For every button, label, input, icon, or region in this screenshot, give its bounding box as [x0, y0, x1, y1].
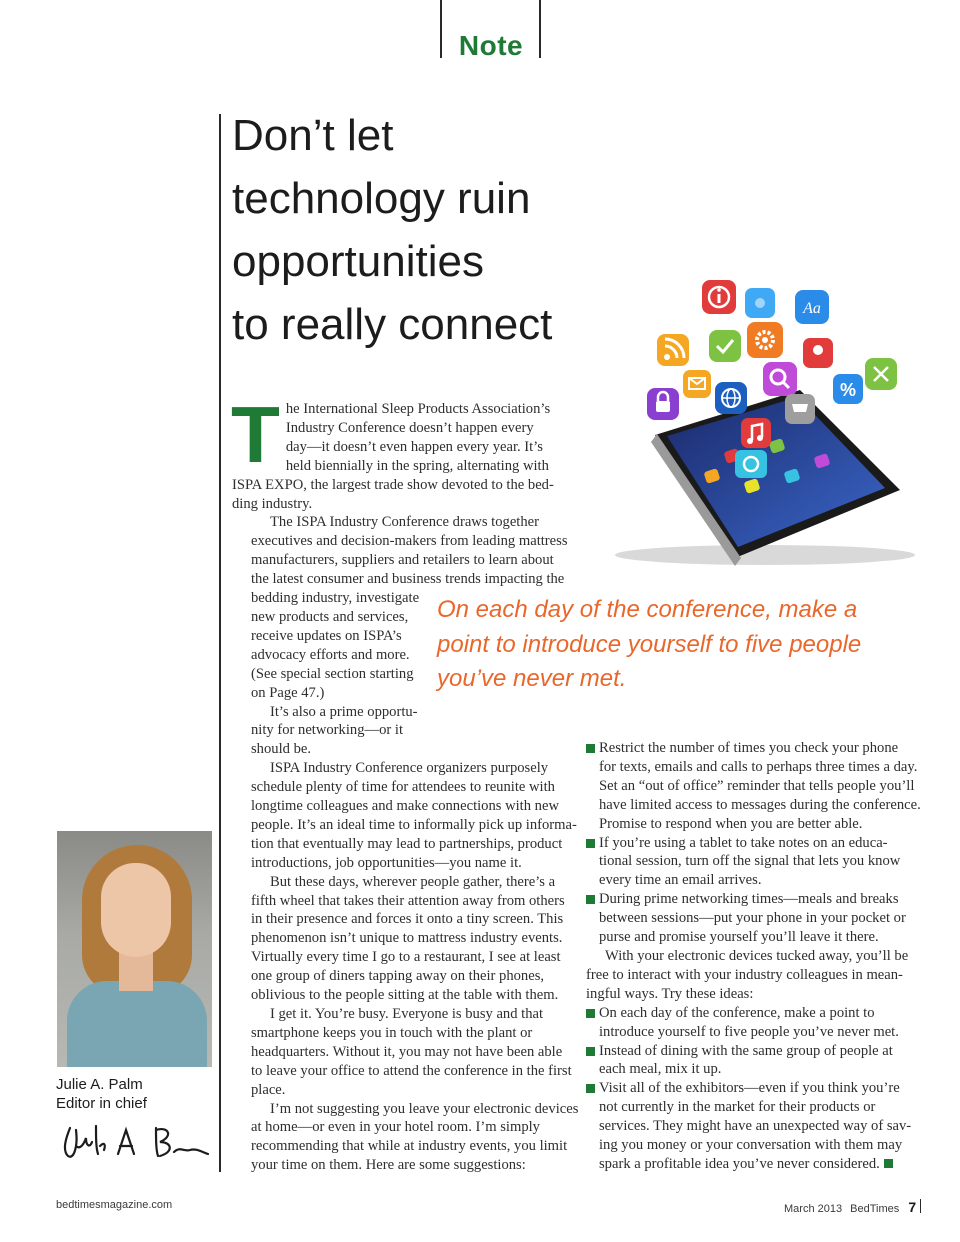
article-column-left: [231, 390, 579, 1175]
headline: [232, 104, 612, 356]
author-name: Julie A. Palm: [56, 1076, 143, 1093]
lock-icon: [647, 388, 679, 420]
svg-text:Aa: Aa: [803, 300, 821, 317]
dropcap: T: [231, 390, 280, 479]
bullet-square-icon: [586, 839, 595, 848]
section-label: Note: [458, 30, 524, 61]
text-line: the latest consumer and business trends impacting the: [251, 571, 565, 588]
text-line: executives and decision-makers from leading mattress: [251, 533, 568, 550]
text-line: day—it doesn’t even happen every year. It’s: [285, 438, 543, 455]
text-line: oblivious to the people sitting at the table with them.: [251, 987, 559, 1004]
text-line: headquarters. Without it, you may not have been able: [251, 1043, 563, 1060]
pull-quote-line: you’ve never met.: [437, 665, 627, 692]
headline-line: opportunities: [232, 237, 484, 286]
globe-icon: [715, 382, 747, 414]
paragraph: [232, 759, 577, 872]
text-line: If you’re using a tablet to take notes on an educa-: [599, 834, 888, 851]
idea-item: [586, 1079, 922, 1174]
footer-issue-info: [784, 1199, 916, 1215]
article-column-right: [586, 739, 922, 1174]
text-line: [599, 1155, 922, 1174]
text-line: bedding industry, investigate: [251, 590, 420, 607]
text-line: Promise to respond when you are better able.: [599, 815, 863, 832]
gear-icon: [747, 322, 783, 358]
smartphone-illustration: [595, 270, 925, 570]
mail-icon: [683, 370, 711, 398]
bullet-square-icon: [586, 744, 595, 753]
footer-issue-date: March 2013: [784, 1203, 843, 1215]
resize-icon: [865, 358, 897, 390]
text-line: services. They might have an unexpected way of sav-: [599, 1118, 912, 1135]
text-line: ISPA EXPO, the largest trade show devoted to the bed-: [232, 476, 554, 493]
text-line: each meal, mix it up.: [599, 1061, 722, 1078]
text-line: smartphone keeps you in touch with the plant or: [251, 1024, 533, 1041]
text-line: to leave your office to attend the conference in the first: [251, 1062, 572, 1079]
bullet-square-icon: [586, 1084, 595, 1093]
text-line: for texts, emails and calls to perhaps three times a day.: [599, 758, 918, 775]
note-left-rule: [440, 0, 442, 58]
author-signature: [56, 1116, 212, 1168]
music-icon: [741, 418, 771, 448]
text-line: But these days, wherever people gather, there’s a: [270, 873, 556, 890]
text-line: held biennially in the spring, alternating with: [285, 457, 549, 474]
text-line: tion that eventually may lead to partnerships, product: [251, 835, 563, 852]
note-right-rule: [539, 0, 541, 58]
text-line: fifth wheel that takes their attention away from others: [251, 892, 565, 909]
author-title: Editor in chief: [56, 1095, 147, 1112]
text-line: have limited access to messages during the conference.: [599, 796, 921, 813]
camera-icon: [735, 450, 767, 478]
suggestion-item: [586, 739, 922, 834]
bullet-square-icon: [586, 895, 595, 904]
idea-item: [586, 1004, 922, 1042]
pull-quote-line: point to introduce yourself to five people: [437, 630, 862, 658]
paragraph: [232, 1005, 572, 1100]
paragraph: [231, 390, 568, 513]
text-line: Restrict the number of times you check your phone: [599, 740, 899, 756]
text-line: schedule plenty of time for attendees to reunite with: [251, 779, 555, 796]
text-line: ding industry.: [232, 495, 313, 512]
search-icon: [763, 362, 797, 396]
paragraph: [232, 1100, 579, 1176]
pull-quote: [437, 593, 907, 697]
text-line: The ISPA Industry Conference draws together: [270, 514, 539, 531]
text-line: new products and services,: [251, 608, 409, 625]
puzzle-icon: [745, 288, 775, 318]
text-line: every time an email arrives.: [599, 872, 762, 889]
text-line: introductions, job opportunities—you name it.: [251, 854, 522, 871]
text-line: purse and promise yourself you’ll leave it there.: [599, 929, 879, 946]
text-line: Virtually every time I go to a restaurant, I see at least: [251, 949, 561, 966]
suggestion-item: [586, 890, 922, 947]
footer-magazine-name: BedTimes: [850, 1203, 900, 1215]
paragraph: [586, 947, 922, 1004]
rss-icon: [657, 334, 689, 366]
text-line: one group of diners tapping away on their phones,: [251, 968, 545, 985]
text-line: ing you money or your conversation with them may: [599, 1137, 903, 1154]
idea-item: [586, 1042, 922, 1080]
text-line: Visit all of the exhibitors—even if you think you’re: [599, 1080, 900, 1097]
text-line: introduce yourself to five people you’ve never met.: [599, 1023, 899, 1040]
pull-quote-line: On each day of the conference, make a: [437, 596, 858, 623]
author-photo: [57, 831, 212, 1067]
bullet-square-icon: [586, 1009, 595, 1018]
text-line: receive updates on ISPA’s: [251, 627, 402, 644]
text-line: With your electronic devices tucked away, you’ll be: [605, 947, 909, 964]
text-line: tional session, turn off the signal that lets you know: [599, 853, 901, 870]
headline-line: Don’t let: [232, 111, 394, 160]
cart-icon: [785, 394, 815, 424]
text-line: on Page 47.): [251, 684, 325, 701]
text-line: During prime networking times—meals and breaks: [599, 891, 899, 908]
text-line: On each day of the conference, make a point to: [599, 1004, 875, 1021]
text-line: your time on them. Here are some suggestions:: [251, 1157, 526, 1174]
headline-line: to really connect: [232, 300, 553, 349]
headline-line: technology ruin: [232, 174, 531, 223]
text-line: in their presence and forces it onto a tiny screen. This: [251, 911, 564, 928]
text-line: manufacturers, suppliers and retailers to learn about: [251, 552, 554, 569]
text-line: he International Sleep Products Association’s: [285, 401, 551, 417]
text-line: between sessions—put your phone in your pocket or: [599, 910, 906, 927]
text-fragment: spark a profitable idea you’ve never considered.: [599, 1155, 880, 1172]
text-line: (See special section starting: [251, 665, 414, 682]
suggestion-item: [586, 834, 922, 891]
author-caption: [56, 1075, 147, 1113]
text-line: should be.: [251, 741, 311, 758]
text-line: Industry Conference doesn’t happen every: [285, 419, 534, 436]
text-line: Set an “out of office” reminder that tells people you’ll: [599, 777, 915, 794]
font-icon: [795, 290, 829, 324]
page-number: 7: [908, 1199, 917, 1215]
end-mark-icon: [884, 1159, 893, 1168]
text-line: longtime colleagues and make connections with new: [251, 798, 560, 815]
column-rule: [219, 114, 221, 1172]
text-line: place.: [251, 1081, 286, 1098]
svg-text:%: %: [839, 380, 857, 400]
text-line: ingful ways. Try these ideas:: [586, 985, 754, 1002]
text-line: nity for networking—or it: [251, 722, 403, 739]
text-line: advocacy efforts and more.: [251, 646, 410, 663]
smartphone-icon: [651, 390, 900, 566]
text-line: recommending that while at industry events, you limit: [251, 1138, 568, 1155]
percent-icon: [833, 374, 863, 404]
bullet-square-icon: [586, 1047, 595, 1056]
check-icon: [709, 330, 741, 362]
footer-website: bedtimesmagazine.com: [56, 1199, 173, 1211]
footer-rule: [920, 1199, 921, 1213]
text-line: free to interact with your industry colleagues in mean-: [586, 966, 903, 983]
text-line: people. It’s an ideal time to informally pick up informa-: [251, 816, 577, 833]
text-line: Instead of dining with the same group of people at: [599, 1042, 893, 1059]
text-line: at home—or even in your hotel room. I’m simply: [251, 1119, 540, 1136]
text-line: I get it. You’re busy. Everyone is busy and that: [270, 1006, 544, 1022]
paragraph: [232, 703, 568, 760]
text-line: ISPA Industry Conference organizers purposely: [270, 760, 549, 777]
text-line: not currently in the market for their products or: [599, 1099, 876, 1116]
text-line: It’s also a prime opportu-: [270, 703, 418, 720]
text-line: phenomenon isn’t unique to mattress industry events.: [251, 930, 563, 947]
text-line: I’m not suggesting you leave your electronic devices: [270, 1100, 579, 1117]
user-icon: [803, 338, 833, 368]
info-icon: [702, 280, 736, 314]
paragraph: [232, 873, 568, 1005]
